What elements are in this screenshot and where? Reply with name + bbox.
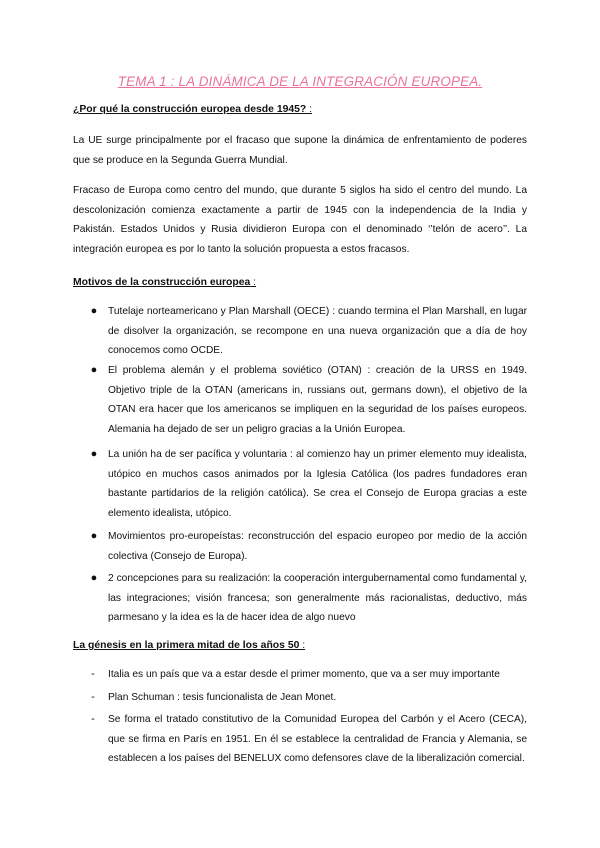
section-heading-suffix: : bbox=[306, 104, 313, 115]
dash-icon: - bbox=[91, 713, 95, 725]
section-heading-why bbox=[73, 104, 312, 115]
bullet-icon: ● bbox=[90, 530, 98, 542]
bullet-icon: ● bbox=[90, 448, 98, 460]
section-heading-text: ¿Por qué la construcción europea desde 1945? bbox=[73, 104, 307, 115]
list-item-text: Se forma el tratado constitutivo de la Comunidad Europea del Carbón y el Acero (CECA), que se firma en París en 1951. En él se establece la centralidad de Francia y Alemania, se establecen a los países del BENELUX como defensores clave de la liberalización comercial. bbox=[108, 714, 527, 765]
section-heading-suffix: : bbox=[299, 640, 306, 651]
section-heading-motives bbox=[73, 277, 256, 288]
list-item-text: Movimientos pro-europeístas: reconstrucción del espacio europeo por medio de la acción colectiva (Consejo de Europa). bbox=[108, 531, 527, 562]
bullet-icon: ● bbox=[90, 305, 98, 317]
paragraph: La UE surge principalmente por el fracaso que supone la dinámica de enfrentamiento de poderes que se produce en la Segunda Guerra Mundial. bbox=[73, 135, 527, 166]
dash-icon: - bbox=[91, 668, 95, 680]
dash-icon: - bbox=[91, 691, 95, 703]
list-item-text: Italia es un país que va a estar desde el primer momento, que va a ser muy importante bbox=[108, 669, 500, 680]
document-title: TEMA 1 : LA DINÁMICA DE LA INTEGRACIÓN EUROPEA. bbox=[117, 74, 483, 89]
bullet-icon: ● bbox=[90, 364, 98, 376]
list-item-text: El problema alemán y el problema soviético (OTAN) : creación de la URSS en 1949. Objetivo triple de la OTAN (americans in, russians out, germans down), el objetivo de la OTAN era hacer que los americanos se impliquen en la seguridad de los países europeos. Alemania ha dejado de ser un peligro gracias a la Unión Europea. bbox=[108, 365, 527, 435]
bullet-icon: ● bbox=[90, 572, 98, 584]
paragraph: Fracaso de Europa como centro del mundo, que durante 5 siglos ha sido el centro del mundo. La descolonización comienza exactamente a partir de 1945 con la independencia de la India y Pakistán. Estados Unidos y Rusia dividieron Europa con el denominado ‘’telón de acero’’. La integración europea es por lo tanto la solución propuesta a estos fracasos. bbox=[73, 185, 527, 255]
list-item-text: Plan Schuman : tesis funcionalista de Jean Monet. bbox=[108, 692, 337, 703]
list-item-text: Tutelaje norteamericano y Plan Marshall (OECE) : cuando termina el Plan Marshall, en lugar de disolver la organización, se recompone en una nueva organización que a día de hoy conocemos como OCDE. bbox=[108, 306, 527, 357]
section-heading-text: La génesis en la primera mitad de los años 50 bbox=[73, 640, 300, 651]
section-heading-suffix: : bbox=[250, 277, 257, 288]
section-heading-text: Motivos de la construcción europea bbox=[73, 277, 251, 288]
list-item-text: La unión ha de ser pacífica y voluntaria : al comienzo hay un primer elemento muy idealista, utópico en muchos casos animados por la Iglesia Católica (los padres fundadores eran bastante partidarios de la religión católica). Se crea el Consejo de Europa gracias a este elemento idealista, utópico. bbox=[108, 449, 527, 519]
section-heading-genesis bbox=[73, 640, 305, 651]
list-item-text: 2 concepciones para su realización: la cooperación intergubernamental como fundamental y, las integraciones; visión francesa; son generalmente más racionalistas, deductivo, más parmesano y la idea es la de hacer idea de algo nuevo bbox=[108, 573, 527, 624]
